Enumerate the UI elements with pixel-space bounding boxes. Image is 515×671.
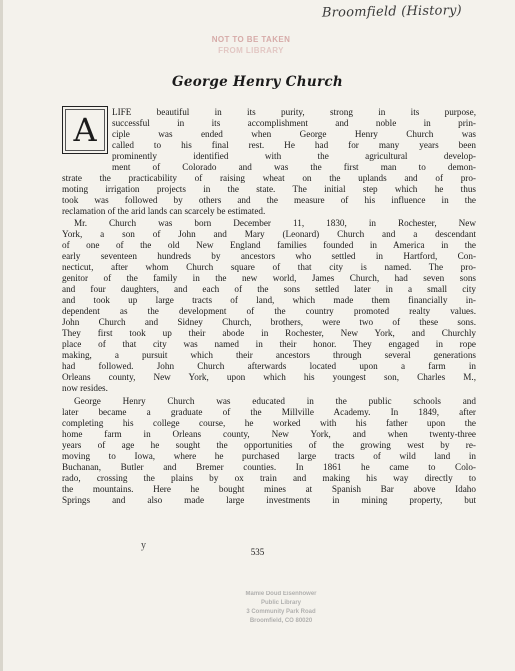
- text-line: rado, crossing the plains by ox train and making his way directly to: [62, 473, 476, 483]
- drop-cap-letter: A: [73, 111, 97, 149]
- text-line: moting irrigation projects in the state. The initial step which he thus: [62, 184, 476, 194]
- text-line: and took up large tracts of land, which made them financially in-: [62, 295, 476, 305]
- text-line: completing his college course, he worked with his father upon the: [62, 418, 476, 428]
- page-edge-shadow: [0, 0, 3, 671]
- text-line: genitor of the family in the new world, James Church, had seven sons: [62, 273, 476, 283]
- margin-mark: y: [141, 540, 146, 551]
- text-line: necticut, after whom Church square of that city is named. The pro-: [62, 262, 476, 272]
- text-line: had followed. John Church afterwards located upon a farm in: [62, 361, 476, 371]
- stamp-bottom-line: Broomfield, CO 80020: [249, 618, 313, 624]
- text-line: LIFE beautiful in its purity, strong in its purpose,: [112, 107, 476, 117]
- text-line: called to his final rest. He had for many years been: [112, 140, 476, 150]
- text-line: dependent as the development of the country promoted realty values.: [62, 306, 476, 316]
- text-line: ment of Colorado and was the first man to demon-: [112, 162, 476, 172]
- text-line: reclamation of the arid lands can scarcely be estimated.: [62, 206, 266, 216]
- text-line: ciple was ended when George Henry Church was: [112, 129, 476, 139]
- text-line: early seventeen hundreds by ancestors who settled in Hartford, Con-: [62, 251, 476, 261]
- text-line: strate the practicability of raising wheat on the uplands and of pro-: [62, 173, 476, 183]
- page-title: George Henry Church: [171, 74, 343, 90]
- library-stamp-bottom: [236, 590, 326, 634]
- handwritten-note: Broomfield (History): [321, 3, 463, 21]
- stamp-bottom-line: Public Library: [260, 600, 301, 606]
- text-line: They first took up their abode in Rochester, New York, and Churchly: [62, 328, 476, 338]
- text-line: later became a graduate of the Millville Academy. In 1849, after: [62, 407, 476, 417]
- text-line: Mr. Church was born December 11, 1830, in Rochester, New: [74, 218, 476, 228]
- text-line: the mountains. Here he bought mines at Spanish Bar above Idaho: [62, 484, 476, 494]
- stamp-top-line: NOT TO BE TAKEN: [211, 35, 291, 44]
- text-line: making, a pursuit which their ancestors through several generations: [62, 350, 476, 360]
- text-line: moving to Iowa, where he purchased large tracts of wild land in: [62, 451, 476, 461]
- text-line: successful in its accomplishment and noble in prin-: [112, 118, 476, 128]
- stamp-top-line: FROM LIBRARY: [218, 46, 284, 55]
- text-line: Springs and also made large investments in mining property, but: [62, 495, 476, 505]
- stamp-bottom-line: 3 Community Park Road: [246, 609, 316, 615]
- page-number: 535: [250, 547, 265, 557]
- library-stamp-top: [196, 34, 306, 60]
- text-line: years of age he sought the opportunities of the growing west by re-: [62, 440, 476, 450]
- text-line: place of that city was named in their honor. They engaged in rope: [62, 339, 476, 349]
- text-line: George Henry Church was educated in the public schools and: [74, 396, 476, 406]
- text-line: York, a son of John and Mary (Leonard) Church and a descendant: [62, 229, 476, 239]
- text-line: took was followed by others and the measure of his influence in the: [62, 195, 476, 205]
- text-line: of one of the old New England families founded in America in the: [62, 240, 476, 250]
- text-line: and four daughters, and each of the sons settled later in a small city: [62, 284, 476, 294]
- text-line: prominently identified with the agricultural develop-: [112, 151, 476, 161]
- text-line: Buchanan, Butler and Bremer counties. In 1861 he came to Colo-: [62, 462, 476, 472]
- text-line: John Church and Sidney Church, brothers, were two of these sons.: [62, 317, 476, 327]
- text-line: Orleans county, New York, upon which his youngest son, Charles M.,: [62, 372, 476, 382]
- stamp-bottom-line: Mamie Doud Eisenhower: [245, 591, 317, 597]
- drop-cap-box: [62, 106, 108, 154]
- text-line: home farm in Orleans county, New York, and when twenty-three: [62, 429, 476, 439]
- text-line: now resides.: [62, 383, 108, 393]
